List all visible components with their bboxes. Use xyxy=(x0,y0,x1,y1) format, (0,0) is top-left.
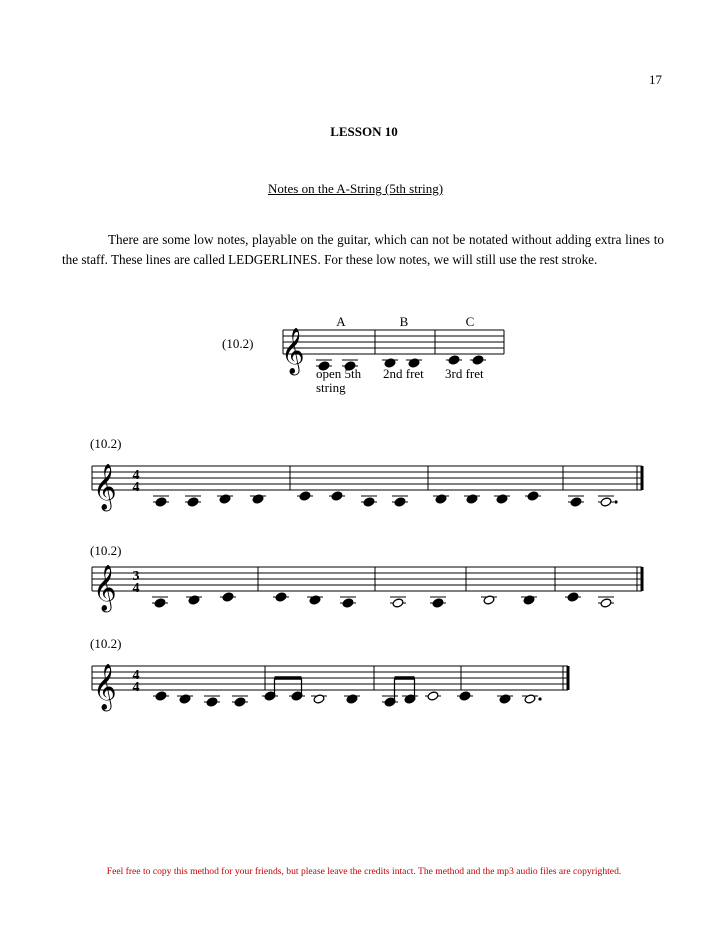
ref-note-name: C xyxy=(465,314,475,329)
intro-paragraph: There are some low notes, playable on the guitar, which can not be notated without adding extra lines to the staff. These lines are called LEDGERLINES. For these low notes, we will still use the rest stroke. xyxy=(62,232,664,267)
ref-fret-label: 3rd fret xyxy=(445,366,484,381)
footer-copyright: Feel free to copy this method for your friends, but please leave the credits intact. The method and the mp3 audio files are copyrighted. xyxy=(106,866,622,877)
ex3-time-bottom: 4 xyxy=(132,680,140,695)
page-number: 17 xyxy=(649,72,662,87)
ref-fret-label-2: string xyxy=(316,380,346,395)
ref-note-name: A xyxy=(336,314,346,329)
ex3-treble-clef-icon: 𝄞 xyxy=(93,664,117,709)
exercise-1-label: (10.2) xyxy=(90,436,122,451)
ex2-time-bottom: 4 xyxy=(132,581,140,596)
ex3-note-notehead xyxy=(346,694,358,704)
lesson-title-text: LESSON 10 xyxy=(330,124,398,139)
ex3-note-notehead xyxy=(459,691,471,701)
ex1-treble-clef-icon: 𝄞 xyxy=(93,464,117,509)
ref-fret-label: 2nd fret xyxy=(383,366,424,381)
ex2-treble-clef-icon: 𝄞 xyxy=(93,565,117,610)
ex3-note-dot xyxy=(538,697,541,700)
ex3-time-top: 4 xyxy=(132,668,140,683)
ex3-note-notehead xyxy=(155,691,167,701)
reference-example-label: (10.2) xyxy=(222,336,254,351)
ex3-note-notehead xyxy=(179,694,191,704)
exercise-3-label: (10.2) xyxy=(90,636,122,651)
ex3-note-notehead xyxy=(234,697,246,707)
ex3-note-notehead xyxy=(206,697,218,707)
ref-fret-label: open 5th xyxy=(316,366,362,381)
ex3-note-notehead xyxy=(427,691,439,701)
ex3-note-notehead xyxy=(499,694,511,704)
lesson-subtitle: Notes on the A-String (5th string) xyxy=(268,181,444,196)
ex2-time-top: 3 xyxy=(132,569,140,584)
ex3-note-notehead xyxy=(524,694,536,704)
ex1-time-bottom: 4 xyxy=(132,480,140,495)
ref-treble-clef-icon: 𝄞 xyxy=(281,328,305,373)
ex1-time-top: 4 xyxy=(132,468,140,483)
ref-note-name: B xyxy=(399,314,409,329)
ex3-note-notehead xyxy=(313,694,325,704)
exercise-2-label: (10.2) xyxy=(90,543,122,558)
